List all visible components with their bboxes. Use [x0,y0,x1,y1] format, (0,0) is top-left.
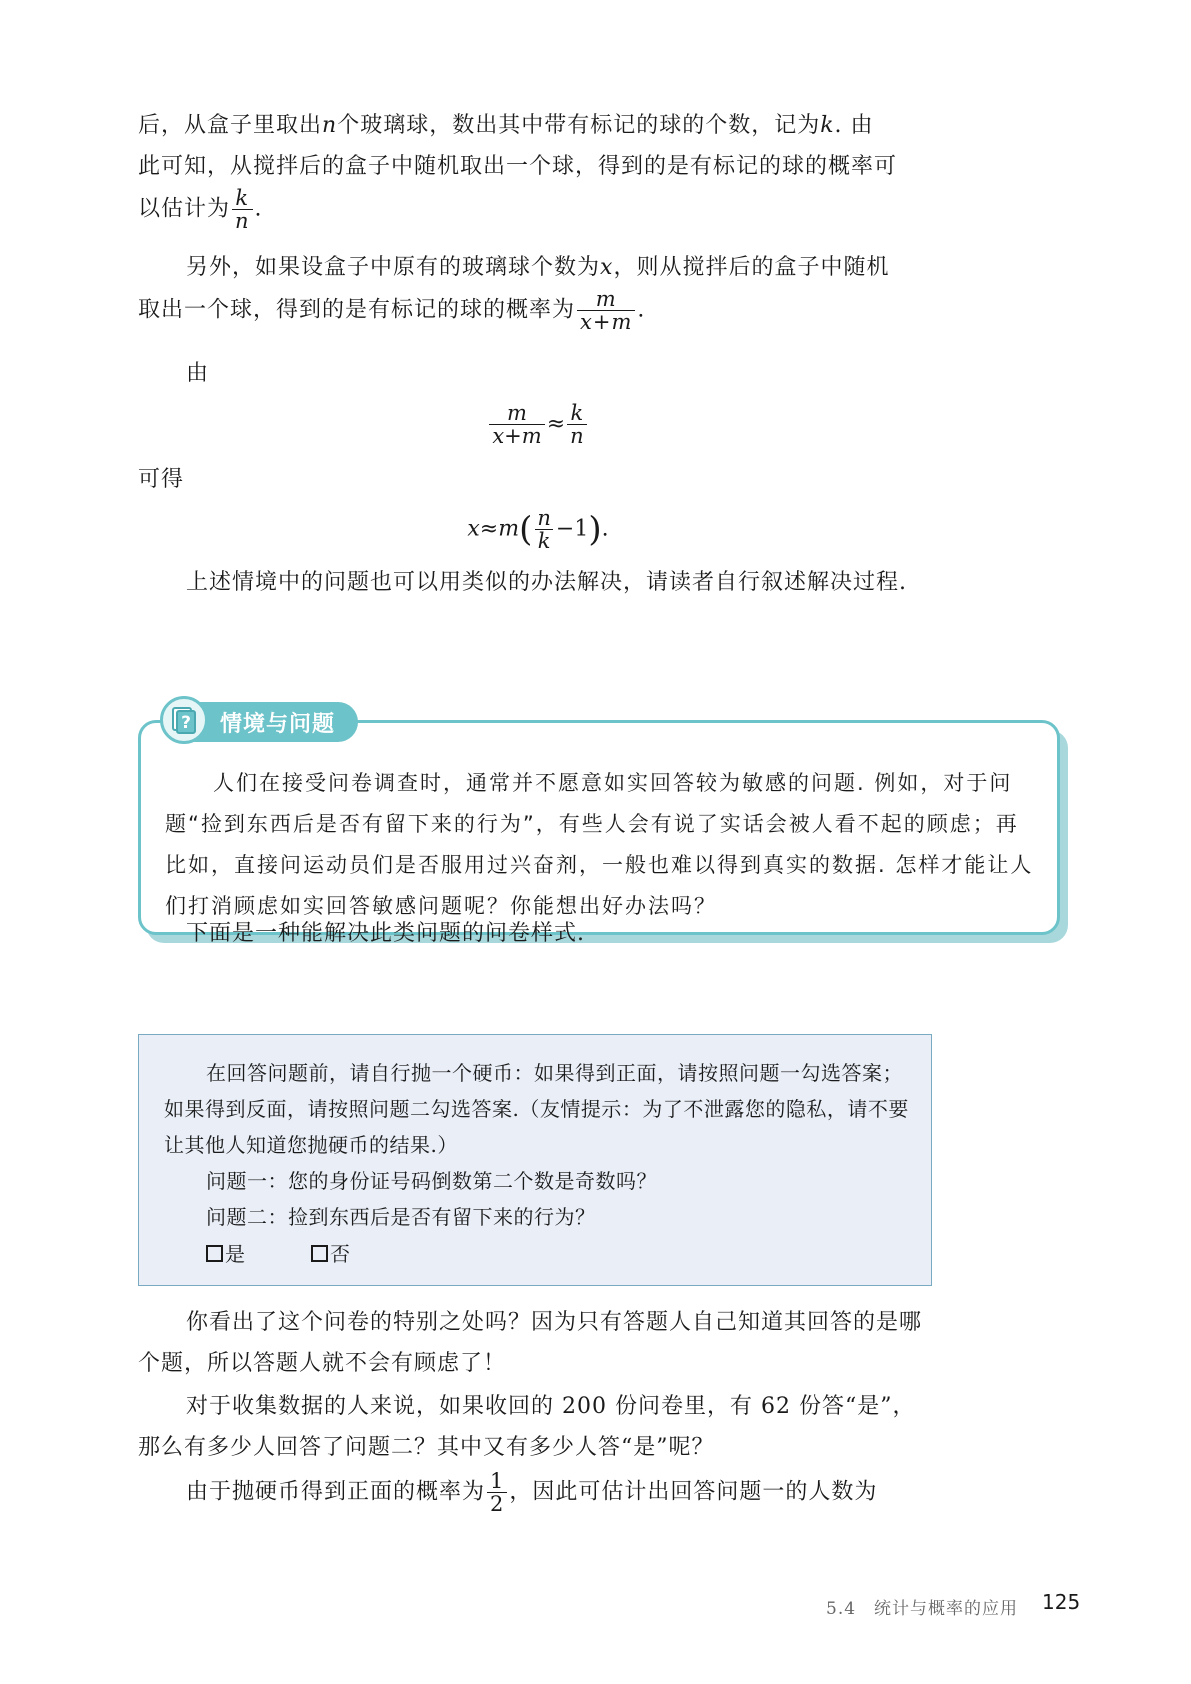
svg-text:?: ? [181,713,191,733]
footer-section: 5.4 统计与概率的应用 [826,1599,1019,1619]
situation-title: 情境与问题 [220,712,336,737]
question-one: 问题一：您的身份证号码倒数第二个数是奇数吗？ [206,1169,657,1193]
paragraph-collect: 对于收集数据的人来说，如果收回的 200 份问卷里，有 62 份答“是”，那么有多少人回答了问题二？其中又有多少人答“是”呢？ [138,1394,916,1460]
paragraph-probability: 另外，如果设盒子中原有的玻璃球个数为x，则从搅拌后的盒子中随机 取出一个球，得到的是有标记的球的概率为 $\frac{m}{x+m}$ . [138,255,890,334]
option-yes[interactable]: 是 [206,1239,245,1269]
page-number: 125 [1042,1590,1081,1614]
question-two: 问题二：捡到东西后是否有留下来的行为？ [206,1205,596,1229]
questionnaire-instructions: 在回答问题前，请自行抛一个硬币：如果得到正面，请按照问题一勾选答案；如果得到反面，请按照问题二勾选答案.（友情提示：为了不泄露您的隐私，请不要让其他人知道您抛硬币的结果.） [164,1061,909,1157]
situation-text: 人们在接受问卷调查时，通常并不愿意如实回答较为敏感的问题. 例如，对于问题“捡到东西后是否有留下来的行为”，有些人会有说了实话会被人看不起的顾虑；再比如，直接问运动员们是否服用过兴奋剂，一般也难以得到真实的数据. 怎样才能让人们打消顾虑如实回答敏感问题呢？你能想出好办法吗？ [165,771,1034,918]
fraction-one-half: $\frac{1}{2}$ [487,1470,507,1515]
equation-approx: $\frac{m}{x+m}$ ≈ $\frac{k}{n}$ [138,402,938,447]
var-n: n [322,113,338,138]
situation-badge [160,700,358,744]
checkbox-icon[interactable] [311,1245,328,1262]
answer-options [206,1239,416,1269]
paragraph-estimate: 后，从盒子里取出n个玻璃球，数出其中带有标记的球的个数，记为k. 由 此可知，从搅拌后的盒子中随机取出一个球，得到的是有标记的球的概率可 以估计为 $\frac{k}{n}$ . [138,113,898,233]
equation-solution: x≈m( $\frac{n}{k}$ −1). [467,506,609,553]
paragraph-questionnaire-intro: 下面是一种能解决此类问题的问卷样式. [186,921,585,946]
fraction-k-over-n: $\frac{k}{n}$ [232,187,253,232]
checkbox-icon[interactable] [206,1245,223,1262]
paragraph-coin: 由于抛硬币得到正面的概率为 $\frac{1}{2}$ ，因此可估计出回答问题一的人数为 [186,1469,878,1516]
question-icon [160,696,208,744]
var-k: k [820,113,835,138]
situation-box [138,720,1060,945]
fraction-m-over-xm: $\frac{m}{x+m}$ [577,288,635,333]
label-obtain: 可得 [138,467,185,492]
paragraph-special: 你看出了这个问卷的特别之处吗？因为只有答题人自己知道其回答的是哪个题，所以答题人就不会有顾虑了！ [138,1310,923,1376]
questionnaire-box [138,1034,932,1286]
option-no[interactable]: 否 [311,1239,350,1269]
paragraph-similar: 上述情境中的问题也可以用类似的办法解决，请读者自行叙述解决过程. [186,570,907,595]
label-by: 由 [186,361,210,386]
